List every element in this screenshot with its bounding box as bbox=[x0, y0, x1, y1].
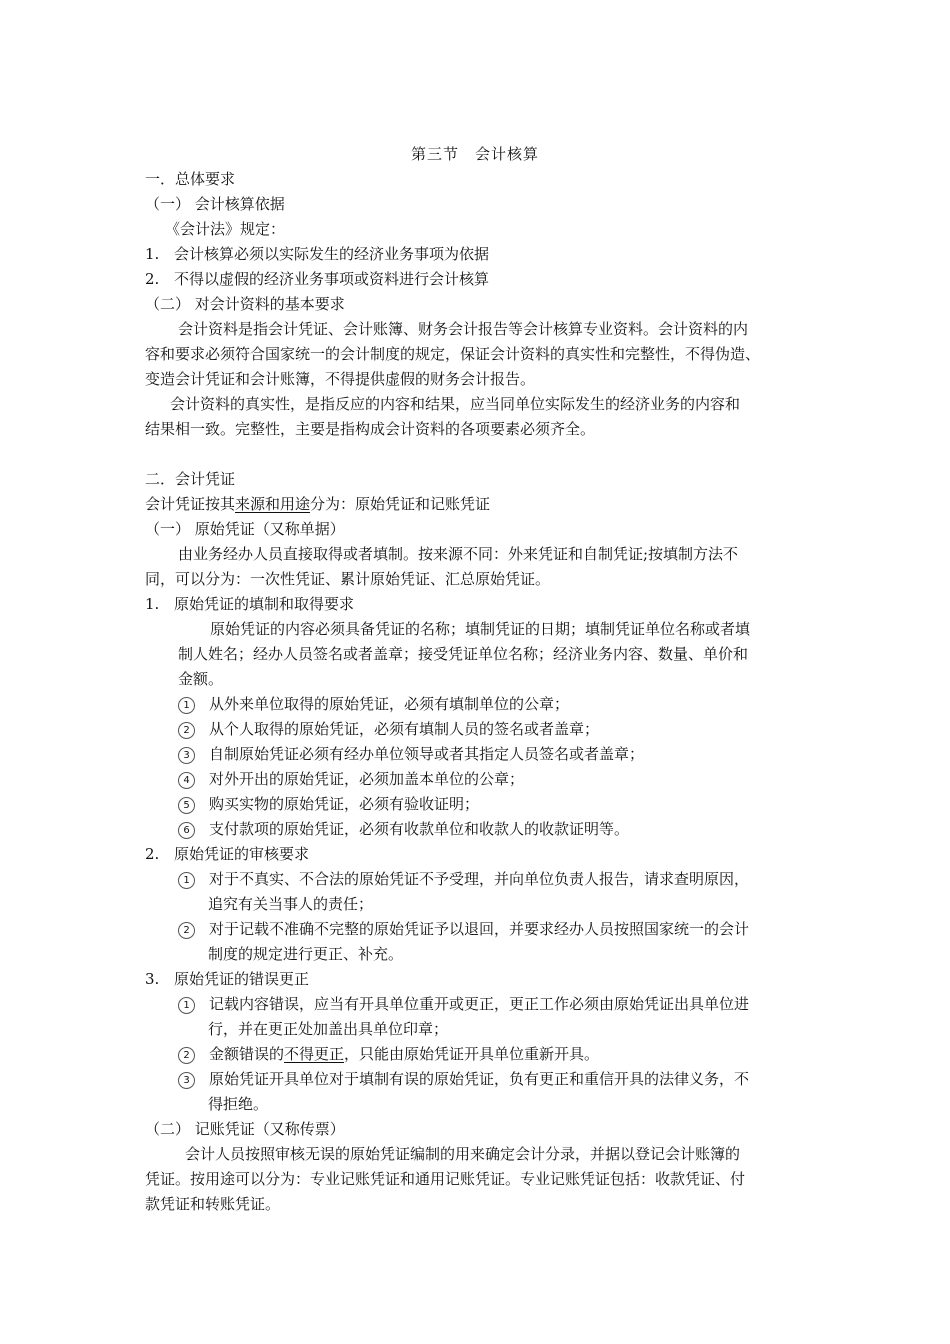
list-item-text: 对外开出的原始凭证，必须加盖本单位的公章； bbox=[209, 770, 525, 788]
circled-list-item bbox=[178, 768, 524, 790]
circled-list-item bbox=[178, 1068, 749, 1090]
subsection-2-1-heading: （一） 原始凭证（又称单据） bbox=[145, 520, 345, 538]
list-item-text: 从个人取得的原始凭证，必须有填制人员的签名或者盖章； bbox=[209, 720, 600, 738]
list-item-text: 购买实物的原始凭证，必须有验收证明； bbox=[209, 795, 480, 813]
circled-list-item bbox=[178, 793, 479, 815]
paragraph-line: 同，可以分为：一次性凭证、累计原始凭证、汇总原始凭证。 bbox=[145, 570, 551, 588]
list-item-continuation: 行，并在更正处加盖出具单位印章； bbox=[208, 1020, 449, 1038]
list-item-text: 自制原始凭证必须有经办单位领导或者其指定人员签名或者盖章； bbox=[209, 745, 645, 763]
paragraph-line: 款凭证和转账凭证。 bbox=[145, 1195, 281, 1213]
circled-number: 3 bbox=[178, 1072, 195, 1089]
list-number: 2. bbox=[145, 845, 160, 863]
paragraph-line: 凭证。按用途可以分为：专业记账凭证和通用记账凭证。专业记账凭证包括：收款凭证、付 bbox=[145, 1170, 746, 1188]
list-item-text: 金额错误的 bbox=[209, 1045, 285, 1063]
circled-number: 3 bbox=[178, 747, 195, 764]
list-item-continuation: 制度的规定进行更正、补充。 bbox=[208, 945, 404, 963]
list-item-text: 支付款项的原始凭证，必须有收款单位和收款人的收款证明等。 bbox=[209, 820, 630, 838]
circled-number: 2 bbox=[178, 922, 195, 939]
list-number: 2. bbox=[145, 270, 160, 288]
intro-underlined-text: 来源和用途 bbox=[235, 495, 311, 513]
intro-text: 分为：原始凭证和记账凭证 bbox=[310, 495, 491, 513]
circled-list-item bbox=[178, 1043, 599, 1065]
section-2-heading: 二．会计凭证 bbox=[145, 470, 236, 488]
circled-number: 2 bbox=[178, 722, 195, 739]
subsection-1-2-heading: （二） 对会计资料的基本要求 bbox=[145, 295, 345, 313]
subsection-2-2-heading: （二） 记账凭证（又称传票） bbox=[145, 1120, 345, 1138]
paragraph-line: 会计资料的真实性，是指反应的内容和结果，应当同单位实际发生的经济业务的内容和 bbox=[170, 395, 741, 413]
list-item-text: 对于不真实、不合法的原始凭证不予受理，并向单位负责人报告，请求查明原因， bbox=[209, 870, 750, 888]
circled-number: 2 bbox=[178, 1047, 195, 1064]
law-reference: 《会计法》规定： bbox=[165, 220, 286, 238]
list-item-text: ，只能由原始凭证开具单位重新开具。 bbox=[344, 1045, 600, 1063]
circled-list-item bbox=[178, 693, 569, 715]
circled-number: 4 bbox=[178, 772, 195, 789]
paragraph-line: 变造会计凭证和会计账簿，不得提供虚假的财务会计报告。 bbox=[145, 370, 536, 388]
list-item-text: 原始凭证开具单位对于填制有误的原始凭证，负有更正和重信开具的法律义务，不 bbox=[209, 1070, 750, 1088]
subsection-1-1-heading: （一） 会计核算依据 bbox=[145, 195, 285, 213]
list-item-text: 原始凭证的填制和取得要求 bbox=[174, 595, 355, 613]
circled-list-item bbox=[178, 718, 599, 740]
circled-number: 1 bbox=[178, 872, 195, 889]
paragraph-line: 由业务经办人员直接取得或者填制。按来源不同：外来凭证和自制凭证;按填制方法不 bbox=[178, 545, 739, 563]
circled-list-item bbox=[178, 918, 749, 940]
section-1-heading: 一．总体要求 bbox=[145, 170, 236, 188]
list-item-text: 会计核算必须以实际发生的经济业务事项为依据 bbox=[174, 245, 490, 263]
intro-text: 会计凭证按其 bbox=[145, 495, 236, 513]
circled-number: 5 bbox=[178, 797, 195, 814]
circled-number: 1 bbox=[178, 697, 195, 714]
list-item-continuation: 追究有关当事人的责任； bbox=[208, 895, 374, 913]
list-item-text: 原始凭证的错误更正 bbox=[174, 970, 310, 988]
paragraph-line: 会计人员按照审核无误的原始凭证编制的用来确定会计分录，并据以登记会计账簿的 bbox=[185, 1145, 741, 1163]
paragraph-line: 容和要求必须符合国家统一的会计制度的规定，保证会计资料的真实性和完整性，不得伪造、 bbox=[145, 345, 761, 363]
paragraph-line: 结果相一致。完整性，主要是指构成会计资料的各项要素必须齐全。 bbox=[145, 420, 596, 438]
list-item-text: 对于记载不准确不完整的原始凭证予以退回，并要求经办人员按照国家统一的会计 bbox=[209, 920, 750, 938]
paragraph-line: 会计资料是指会计凭证、会计账簿、财务会计报告等会计核算专业资料。会计资料的内 bbox=[178, 320, 749, 338]
circled-number: 6 bbox=[178, 822, 195, 839]
circled-list-item bbox=[178, 868, 749, 890]
list-item-continuation: 得拒绝。 bbox=[208, 1095, 269, 1113]
list-item-text: 不得以虚假的经济业务事项或资料进行会计核算 bbox=[174, 270, 490, 288]
list-item-text: 原始凭证的审核要求 bbox=[174, 845, 310, 863]
circled-list-item bbox=[178, 993, 749, 1015]
paragraph-line: 金额。 bbox=[178, 670, 224, 688]
circled-list-item bbox=[178, 818, 629, 840]
paragraph-line: 制人姓名；经办人员签名或者盖章；接受凭证单位名称；经济业务内容、数量、单价和 bbox=[178, 645, 749, 663]
circled-number: 1 bbox=[178, 997, 195, 1014]
list-number: 3. bbox=[145, 970, 160, 988]
page-title: 第三节 会计核算 bbox=[410, 145, 539, 163]
list-number: 1. bbox=[145, 595, 160, 613]
list-item-text: 记载内容错误，应当有开具单位重开或更正，更正工作必须由原始凭证出具单位进 bbox=[209, 995, 750, 1013]
section-2-intro bbox=[145, 493, 490, 515]
underlined-text: 不得更正 bbox=[284, 1045, 345, 1063]
list-number: 1. bbox=[145, 245, 160, 263]
circled-list-item bbox=[178, 743, 644, 765]
paragraph-line: 原始凭证的内容必须具备凭证的名称；填制凭证的日期；填制凭证单位名称或者填 bbox=[210, 620, 751, 638]
list-item-text: 从外来单位取得的原始凭证，必须有填制单位的公章； bbox=[209, 695, 570, 713]
